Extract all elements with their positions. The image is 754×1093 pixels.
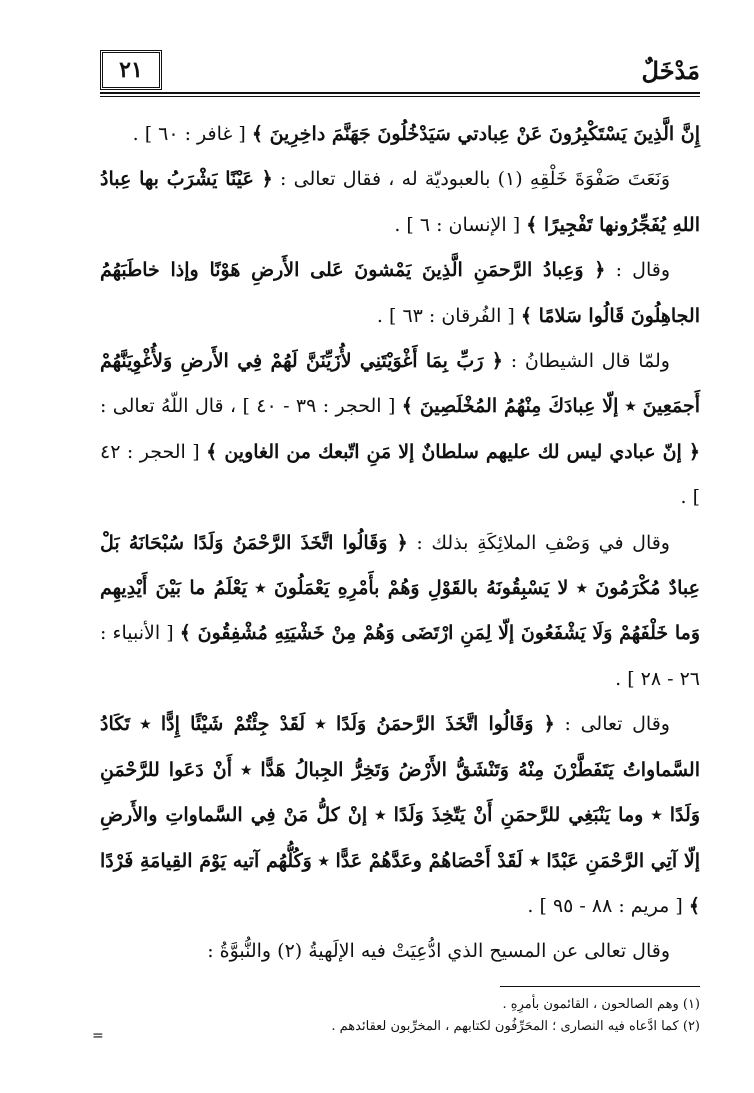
header-rule — [100, 92, 700, 94]
main-text — [100, 112, 700, 975]
quran-quote: ﴿ إنّ عبادي ليس لك عليهم سلطانٌ إلا مَنِ اتّبعك من الغاوين ﴾ — [206, 440, 700, 463]
quran-quote: ﴿ عَيْنًا يَشْرَبُ بها عِبادُ اللهِ يُفَجِّرُونها تَفْجِيرًا ﴾ — [100, 168, 700, 236]
page-number: ٢١ — [100, 50, 162, 90]
paragraph — [100, 339, 700, 521]
text-run: [ الفُرقان : ٦٣ ] . — [376, 304, 521, 327]
footnotes — [100, 994, 700, 1038]
quran-quote: ﴿ رَبِّ بِمَا أَغْوَيْتَنِي لأُزَيِّنَنَّ لَهُمْ فِي الأَرضِ وَلأُغْوِيَنَّهُمْ أَجمَعِينَ ٭ إلّا عِبادَكَ مِنْهُمُ المُخْلَصِينَ ﴾ — [100, 350, 700, 418]
paragraph — [100, 112, 700, 157]
text-run: [ الحجر : ٤٢ ] . — [100, 440, 700, 509]
paragraph — [100, 929, 700, 974]
text-run: وقال في وَصْفِ الملائِكَةِ بذلك : — [407, 531, 670, 554]
text-run: وَنَعَتَ صَفْوَةَ خَلْقِهِ (١) بالعبوديّة له ، فقال تعالى : — [272, 168, 670, 191]
text-run: [ الإنسان : ٦ ] . — [394, 213, 527, 236]
footnote: (١) وهم الصالحون ، القائمون بأمرِهِ . — [502, 997, 700, 1012]
running-head: مَدْخَلٌ — [641, 56, 700, 85]
header-rule-thin — [100, 96, 700, 97]
footnote-rule — [500, 986, 700, 987]
text-run: وقال تعالى عن المسيح الذي ادُّعِيَتْ فيه الإلَهيةُ (٢) والنُّبوَّةُ : — [207, 940, 670, 963]
quran-quote: ﴿ وَقَالُوا اتَّخَذَ الرَّحْمَنُ وَلَدًا سُبْحَانَهُ بَلْ عِبادٌ مُكْرَمُونَ ٭ لا يَسْبِقُونَهُ بالقَوْلِ وَهُمْ بأَمْرِهِ يَعْمَلُونَ ٭ يَعْلَمُ ما بَيْنَ أَيْدِيهِم وَما خَلْفَهُمْ وَلَا يَشْفَعُونَ إلّا لِمَنِ ارْتَضَى وَهُمْ مِنْ خَشْيَتِهِ مُشْفِقُونَ ﴾ — [100, 531, 701, 645]
text-run: [ مريم : ٨٨ - ٩٥ ] . — [527, 894, 689, 917]
paragraph — [100, 157, 700, 248]
paragraph — [100, 521, 700, 703]
text-run: وقال تعالى : — [554, 713, 670, 736]
text-run: [ الأنبياء : ٢٦ - ٢٨ ] . — [100, 622, 700, 690]
quran-quote: إِنَّ الَّذِينَ يَسْتَكْبِرُونَ عَنْ عِبادتي سَيَدْخُلُونَ جَهَنَّمَ داخِرِينَ ﴾ — [251, 123, 700, 145]
continuation-mark: = — [92, 1028, 104, 1044]
page-header — [100, 48, 700, 92]
paragraph — [100, 702, 700, 929]
footnote: (٢) كما ادَّعاه فيه النصارى ؛ المحَرِّفُون لكتابهم ، المخرِّبون لعقائدهم . — [331, 1019, 700, 1034]
text-run: [ غافر : ٦٠ ] . — [132, 123, 252, 145]
quran-quote: ﴿ وَقَالُوا اتَّخَذَ الرَّحمَنُ وَلَدًا ٭ لَقَدْ جِئْتُمْ شَيْئًا إِدًّا ٭ تَكَادُ السَّماواتُ يَتَفَطَّرْنَ مِنْهُ وَتَنْشَقُّ الأَرْضُ وَتَخِرُّ الجِبالُ هَدًّا ٭ أَنْ دَعَوا للرَّحْمَنِ وَلَدًا ٭ وما يَنْبَغِي للرَّحمَنِ أَنْ يَتّخِذَ وَلَدًا ٭ إنْ كلُّ مَنْ فِي السَّماواتِ والأَرضِ إلّا آتِي الرَّحْمَنِ عَبْدًا ٭ لَقَدْ أَحْصَاهُمْ وعَدَّهُمْ عَدًّا ٭ وَكُلُّهُم آتيه يَوْمَ القِيامَةِ فَرْدًا ﴾ — [100, 713, 700, 917]
text-run: وقال : — [605, 259, 670, 282]
text-run: ولمّا قال الشيطانُ : — [502, 350, 670, 373]
text-run: [ الحجر : ٣٩ - ٤٠ ] ، قال اللّهُ تعالى : — [100, 395, 402, 418]
quran-quote: ﴿ وَعِبادُ الرَّحمَنِ الَّذِينَ يَمْشونَ عَلى الأَرضِ هَوْنًا وإذا خاطَبَهُمُ الجاهِلُونَ قَالُوا سَلامًا ﴾ — [100, 259, 700, 327]
paragraph — [100, 248, 700, 339]
